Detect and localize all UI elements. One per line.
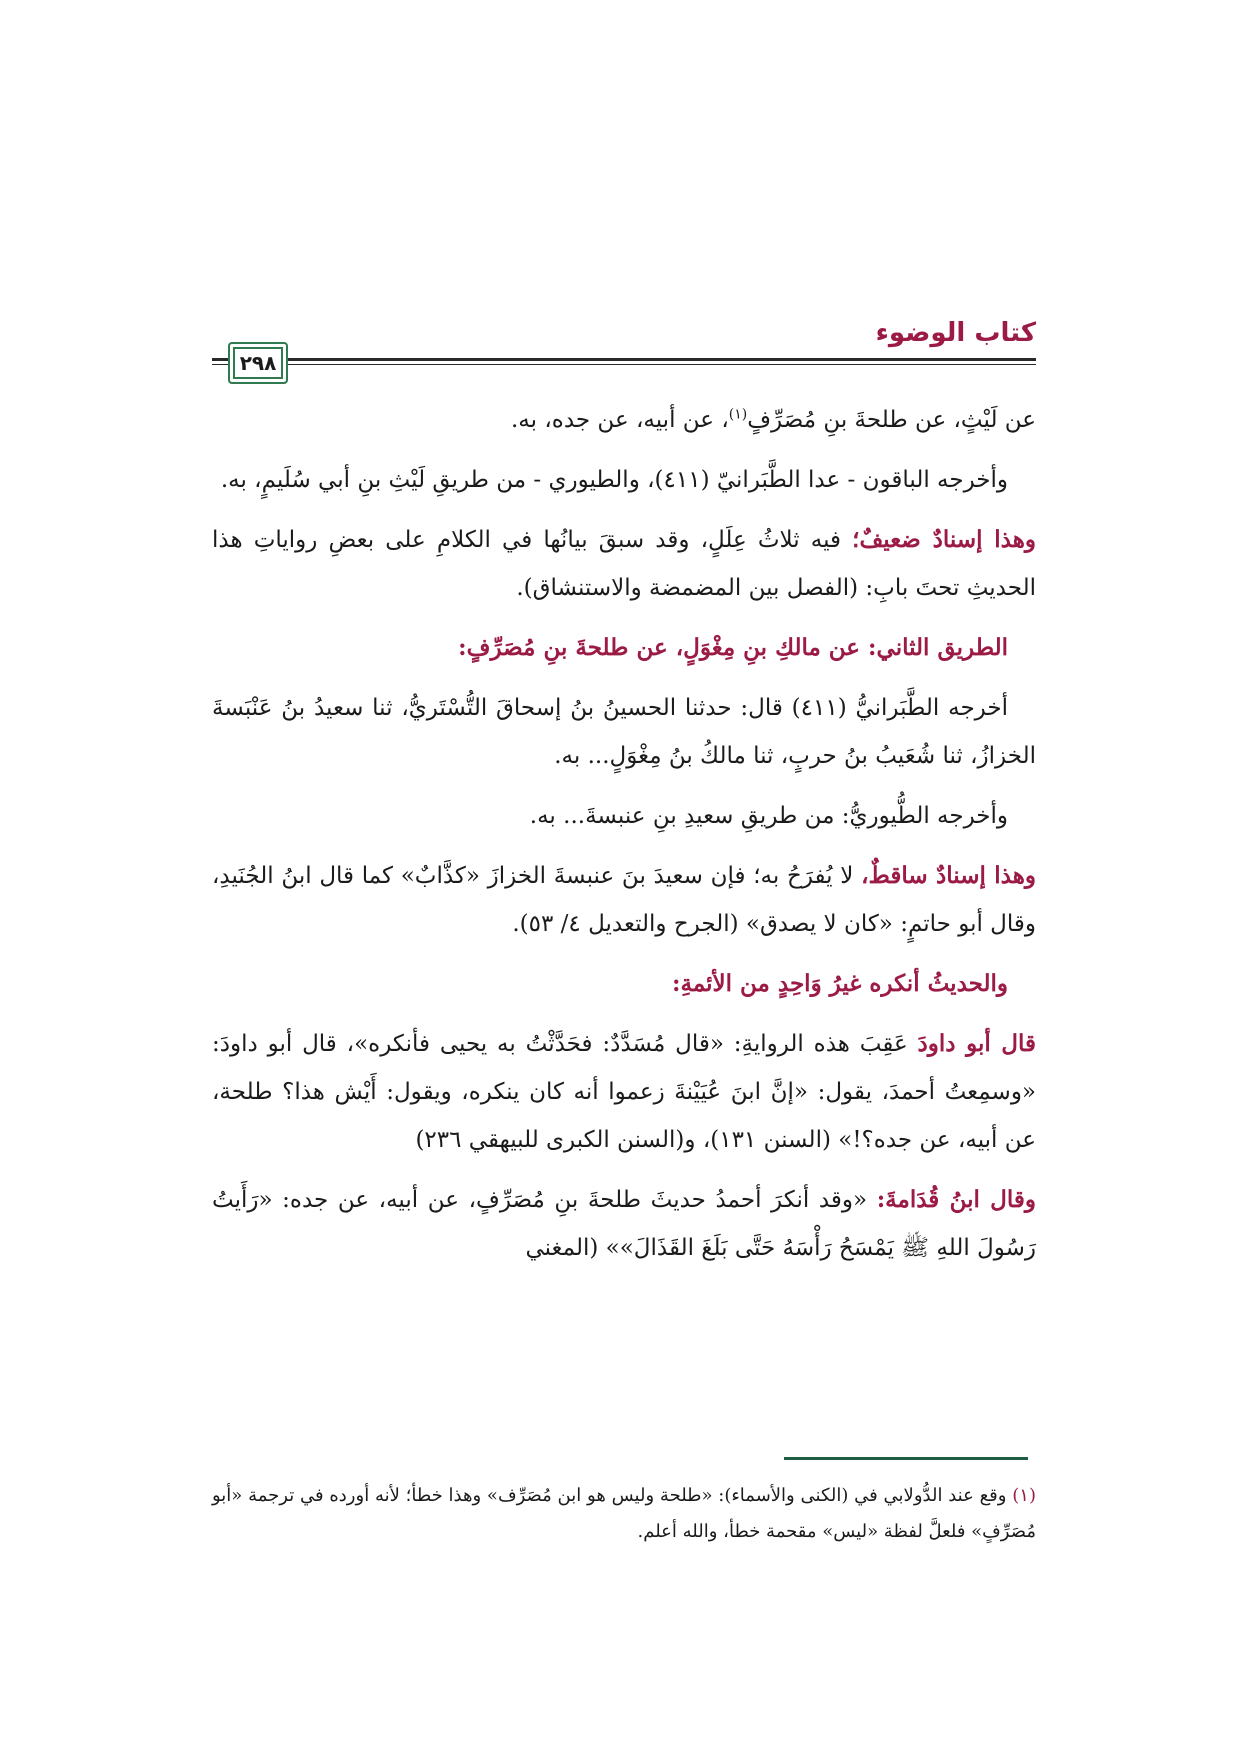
paragraph-1-rest: ، عن أبيه، عن جده، به. (511, 407, 729, 433)
paragraph-7 (212, 1020, 1036, 1164)
footnote-1-text: وقع عند الدُّولابي في (الكنى والأسماء): «طلحة وليس هو ابن مُصَرِّف» وهذا خطأ؛ لأنه أورده في ترجمة «أبو مُصَرِّفٍ» فلعلَّ لفظة «ليس» مقحمة خطأ، والله أعلم. (212, 1485, 1036, 1542)
footnote-1-marker: (١) (1012, 1485, 1036, 1506)
paragraph-8-rest: «وقد أنكرَ أحمدُ حديثَ طلحةَ بنِ مُصَرِّفٍ، عن أبيه، عن جده: «رَأَيتُ رَسُولَ اللهِ ﷺ يَمْسَحُ رَأْسَهُ حَتَّى بَلَغَ القَذَالَ»» (المغني (212, 1187, 1036, 1261)
paragraph-3-lead: وهذا إسنادٌ ضعيفٌ؛ (852, 526, 1036, 553)
paragraph-7-rest: عَقِبَ هذه الروايةِ: «قال مُسَدَّدٌ: فحَدَّثْتُ به يحيى فأنكره»، قال أبو داودَ: «وسمِعتُ أحمدَ، يقول: «إنَّ ابنَ عُيَيْنةَ زعموا أنه كان ينكره، ويقول: أَيْش هذا؟ طلحة، عن أبيه، عن جده؟!» (السنن ١٣١)، و(السنن الكبرى للبيهقي ٢٣٦) (212, 1031, 1036, 1153)
page-number: ٢٩٨ (228, 342, 288, 384)
footnote-reference[interactable]: (١) (728, 406, 748, 423)
paragraph-3-rest: فيه ثلاثُ عِلَلٍ، وقد سبقَ بيانُها في الكلامِ على بعضِ رواياتِ هذا الحديثِ تحتَ بابِ: (الفصل بين المضمضة والاستنشاق). (212, 527, 1036, 601)
paragraph-4: أخرجه الطَّبَرانيُّ (٤١١) قال: حدثنا الحسينُ بنُ إسحاقَ التُّسْتَريُّ، ثنا سعيدُ بنُ عَنْبَسةَ الخزازُ، ثنا شُعَيبُ بنُ حربٍ، ثنا مالكُ بنُ مِغْوَلٍ... به. (212, 695, 1036, 769)
footnote-divider (784, 1457, 1028, 1460)
paragraph-7-lead: قال أبو داودَ (917, 1030, 1036, 1057)
paragraph-6-lead: وهذا إسنادٌ ساقطٌ، (861, 862, 1036, 889)
header-rule-thin (212, 364, 1036, 365)
main-text (212, 396, 1036, 1284)
paragraph-1 (212, 396, 1036, 444)
section-heading-rejection: والحديثُ أنكره غيرُ وَاحِدٍ من الأئمةِ: (672, 970, 1008, 997)
paragraph-5: وأخرجه الطُّيوريُّ: من طريقِ سعيدِ بنِ عنبسةَ... به. (529, 803, 1008, 829)
footnote-1 (212, 1478, 1036, 1550)
paragraph-6-rest: لا يُفرَحُ به؛ فإن سعيدَ بنَ عنبسةَ الخزازَ «كذَّابٌ» كما قال ابنُ الجُنَيدِ، وقال أبو حاتمٍ: «كان لا يصدق» (الجرح والتعديل ٤/ ٥٣). (212, 863, 1036, 937)
section-heading-second-route: الطريق الثاني: عن مالكِ بنِ مِغْوَلٍ، عن طلحةَ بنِ مُصَرِّفٍ: (458, 634, 1008, 661)
paragraph-8-lead: وقال ابنُ قُدَامةَ: (876, 1186, 1036, 1213)
book-title: كتاب الوضوء (875, 318, 1036, 348)
paragraph-3 (212, 516, 1036, 612)
paragraph-2: وأخرجه الباقون - عدا الطَّبَرانيّ (٤١١)، والطيوري - من طريقِ لَيْثِ بنِ أبي سُلَيمٍ، به. (220, 467, 1008, 493)
footnotes (212, 1478, 1036, 1550)
paragraph-1-text: عن لَيْثٍ، عن طلحةَ بنِ مُصَرِّفٍ (747, 407, 1036, 433)
header-rule (212, 358, 1036, 361)
paragraph-8 (212, 1176, 1036, 1272)
paragraph-6 (212, 852, 1036, 948)
page-header (212, 318, 1036, 388)
